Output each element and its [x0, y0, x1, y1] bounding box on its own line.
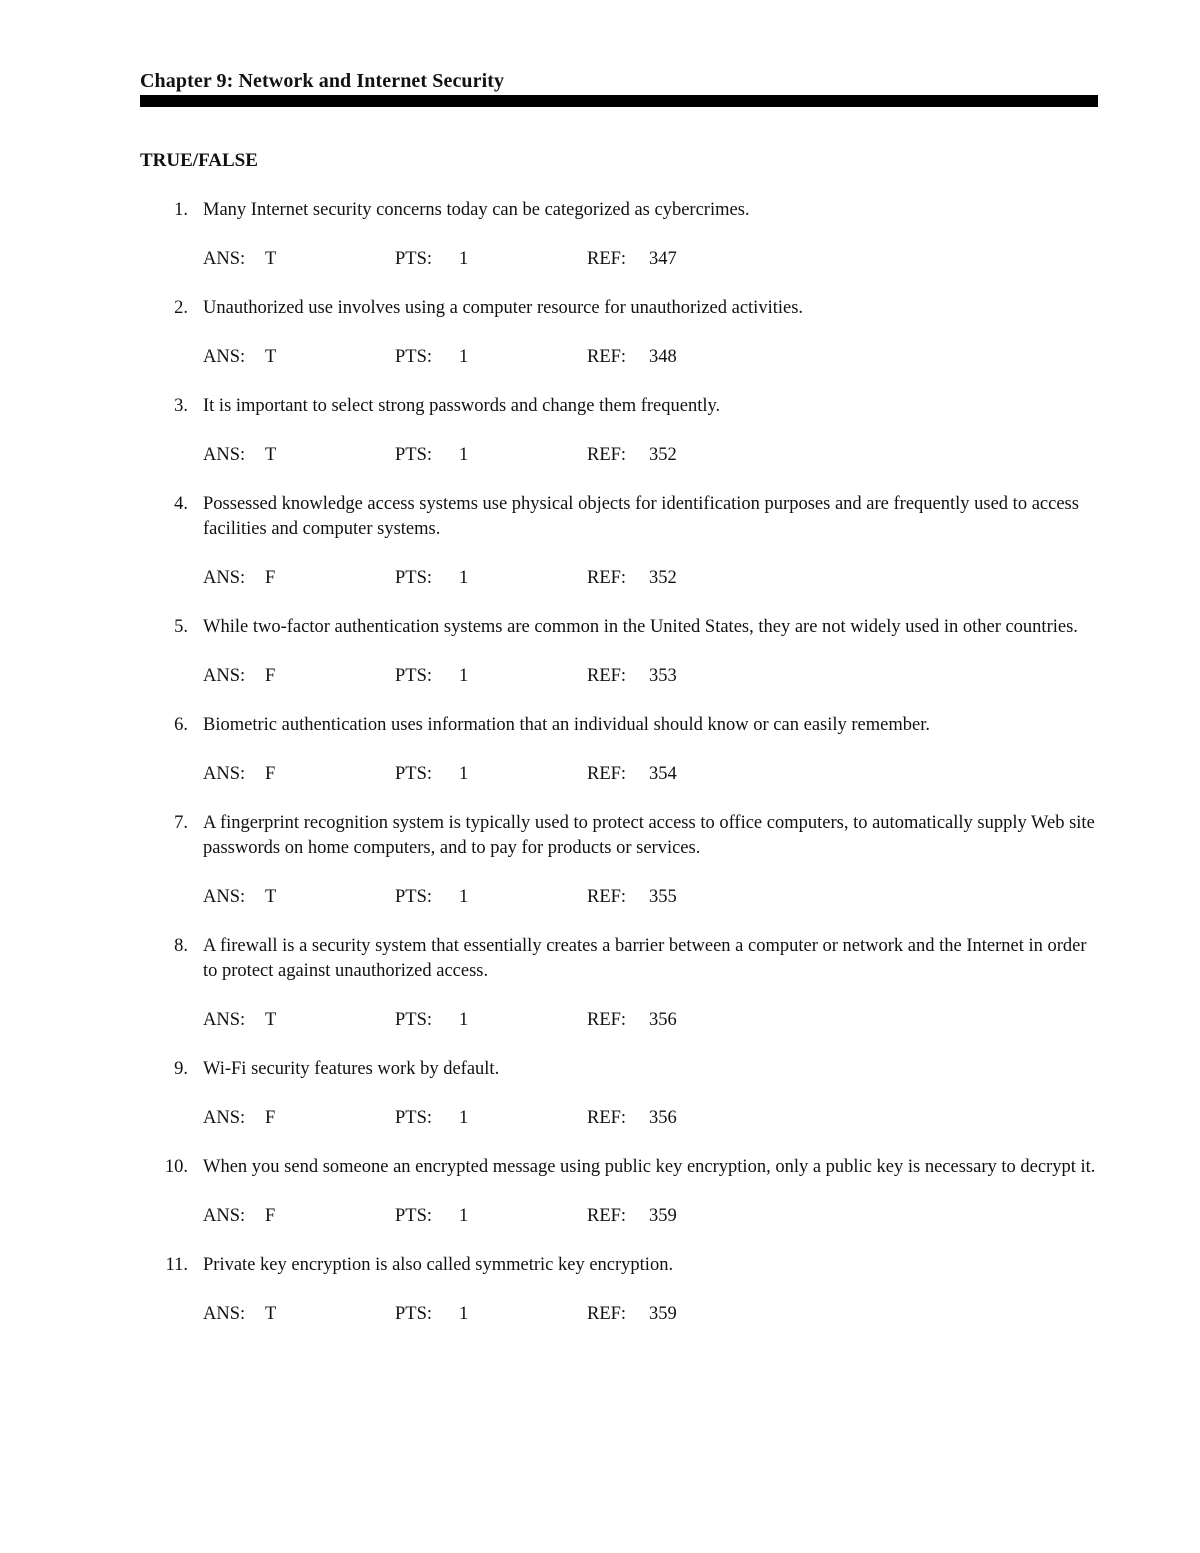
- reference-label: REF:: [587, 347, 627, 367]
- reference-label: REF:: [587, 666, 627, 686]
- points-value: 1: [459, 445, 469, 465]
- points-value: 1: [459, 568, 469, 588]
- reference-label: REF:: [587, 1206, 627, 1226]
- chapter-title: Chapter 9: Network and Internet Security: [140, 70, 505, 92]
- question-item: [140, 934, 1100, 1033]
- question-number: 7.: [174, 813, 188, 833]
- points-value: 1: [459, 249, 469, 269]
- answer-row: [203, 1204, 1100, 1229]
- question-number: 8.: [174, 936, 188, 956]
- points-label: PTS:: [395, 764, 433, 784]
- question-number: 3.: [174, 396, 188, 416]
- answer-row: [203, 885, 1100, 910]
- question-text: Private key encryption is also called symmetric key encryption.: [203, 1255, 674, 1275]
- question-text: Many Internet security concerns today can be categorized as cybercrimes.: [203, 200, 750, 220]
- ans-label: ANS:: [203, 1304, 246, 1324]
- question-number: 11.: [165, 1255, 188, 1275]
- question-item: [140, 1155, 1100, 1229]
- question-number: 10.: [164, 1157, 188, 1177]
- question-number: 4.: [174, 494, 188, 514]
- points-value: 1: [459, 347, 469, 367]
- points-label: PTS:: [395, 1010, 433, 1030]
- reference-label: REF:: [587, 764, 627, 784]
- reference-label: REF:: [587, 1108, 627, 1128]
- reference-label: REF:: [587, 445, 627, 465]
- answer-value: F: [265, 666, 276, 686]
- reference-value: 354: [649, 764, 677, 784]
- question-item: [140, 615, 1100, 689]
- answer-row: [203, 1008, 1100, 1033]
- answer-value: T: [265, 249, 277, 269]
- question-list: [140, 198, 1100, 1351]
- section-heading: TRUE/FALSE: [140, 150, 258, 171]
- answer-value: F: [265, 568, 276, 588]
- question-number: 1.: [174, 200, 188, 220]
- answer-row: [203, 762, 1100, 787]
- question-number: 5.: [174, 617, 188, 637]
- question-item: [140, 713, 1100, 787]
- ans-label: ANS:: [203, 249, 246, 269]
- reference-label: REF:: [587, 249, 627, 269]
- answer-value: T: [265, 347, 277, 367]
- question-item: [140, 198, 1100, 272]
- answer-value: T: [265, 1304, 277, 1324]
- reference-value: 348: [649, 347, 677, 367]
- points-value: 1: [459, 1304, 469, 1324]
- reference-label: REF:: [587, 1304, 627, 1324]
- question-text: Wi-Fi security features work by default.: [203, 1059, 500, 1079]
- points-value: 1: [459, 1010, 469, 1030]
- points-label: PTS:: [395, 568, 433, 588]
- answer-row: [203, 345, 1100, 370]
- question-item: [140, 296, 1100, 370]
- reference-label: REF:: [587, 887, 627, 907]
- question-text: A firewall is a security system that essentially creates a barrier between a computer or network and the Internet in order to protect against unauthorized access.: [203, 936, 1087, 981]
- reference-value: 359: [649, 1304, 677, 1324]
- ans-label: ANS:: [203, 1206, 246, 1226]
- answer-row: [203, 443, 1100, 468]
- question-text: Unauthorized use involves using a computer resource for unauthorized activities.: [203, 298, 804, 318]
- points-label: PTS:: [395, 249, 433, 269]
- reference-value: 355: [649, 887, 677, 907]
- question-item: [140, 1253, 1100, 1327]
- reference-label: REF:: [587, 568, 627, 588]
- reference-value: 356: [649, 1010, 677, 1030]
- question-text: A fingerprint recognition system is typically used to protect access to office computers, to automatically supply Web site passwords on home computers, and to pay for products or services.: [203, 813, 1095, 858]
- answer-value: T: [265, 1010, 277, 1030]
- question-item: [140, 1057, 1100, 1131]
- points-label: PTS:: [395, 1304, 433, 1324]
- reference-value: 352: [649, 568, 677, 588]
- answer-value: F: [265, 1108, 276, 1128]
- points-label: PTS:: [395, 347, 433, 367]
- points-value: 1: [459, 764, 469, 784]
- question-item: [140, 394, 1100, 468]
- answer-value: T: [265, 445, 277, 465]
- points-label: PTS:: [395, 887, 433, 907]
- question-text: It is important to select strong passwords and change them frequently.: [203, 396, 721, 416]
- question-item: [140, 811, 1100, 910]
- answer-row: [203, 1302, 1100, 1327]
- question-text: Biometric authentication uses information that an individual should know or can easily remember.: [203, 715, 930, 735]
- ans-label: ANS:: [203, 445, 246, 465]
- answer-row: [203, 566, 1100, 591]
- ans-label: ANS:: [203, 764, 246, 784]
- question-text: When you send someone an encrypted message using public key encryption, only a public key is necessary to decrypt it.: [203, 1157, 1096, 1177]
- reference-value: 347: [649, 249, 677, 269]
- points-value: 1: [459, 1108, 469, 1128]
- points-label: PTS:: [395, 666, 433, 686]
- answer-value: F: [265, 1206, 276, 1226]
- reference-label: REF:: [587, 1010, 627, 1030]
- question-text: Possessed knowledge access systems use physical objects for identification purposes and are frequently used to access facilities and computer systems.: [203, 494, 1079, 539]
- points-value: 1: [459, 666, 469, 686]
- reference-value: 359: [649, 1206, 677, 1226]
- ans-label: ANS:: [203, 1010, 246, 1030]
- answer-value: T: [265, 887, 277, 907]
- question-text: While two-factor authentication systems are common in the United States, they are not widely used in other countries.: [203, 617, 1078, 637]
- question-item: [140, 492, 1100, 591]
- ans-label: ANS:: [203, 1108, 246, 1128]
- question-number: 6.: [174, 715, 188, 735]
- points-label: PTS:: [395, 445, 433, 465]
- points-label: PTS:: [395, 1206, 433, 1226]
- ans-label: ANS:: [203, 568, 246, 588]
- question-number: 9.: [174, 1059, 188, 1079]
- question-number: 2.: [174, 298, 188, 318]
- answer-row: [203, 247, 1100, 272]
- answer-value: F: [265, 764, 276, 784]
- points-label: PTS:: [395, 1108, 433, 1128]
- ans-label: ANS:: [203, 347, 246, 367]
- ans-label: ANS:: [203, 887, 246, 907]
- reference-value: 356: [649, 1108, 677, 1128]
- points-value: 1: [459, 1206, 469, 1226]
- title-rule: [140, 95, 1098, 107]
- answer-row: [203, 1106, 1100, 1131]
- ans-label: ANS:: [203, 666, 246, 686]
- reference-value: 352: [649, 445, 677, 465]
- points-value: 1: [459, 887, 469, 907]
- reference-value: 353: [649, 666, 677, 686]
- answer-row: [203, 664, 1100, 689]
